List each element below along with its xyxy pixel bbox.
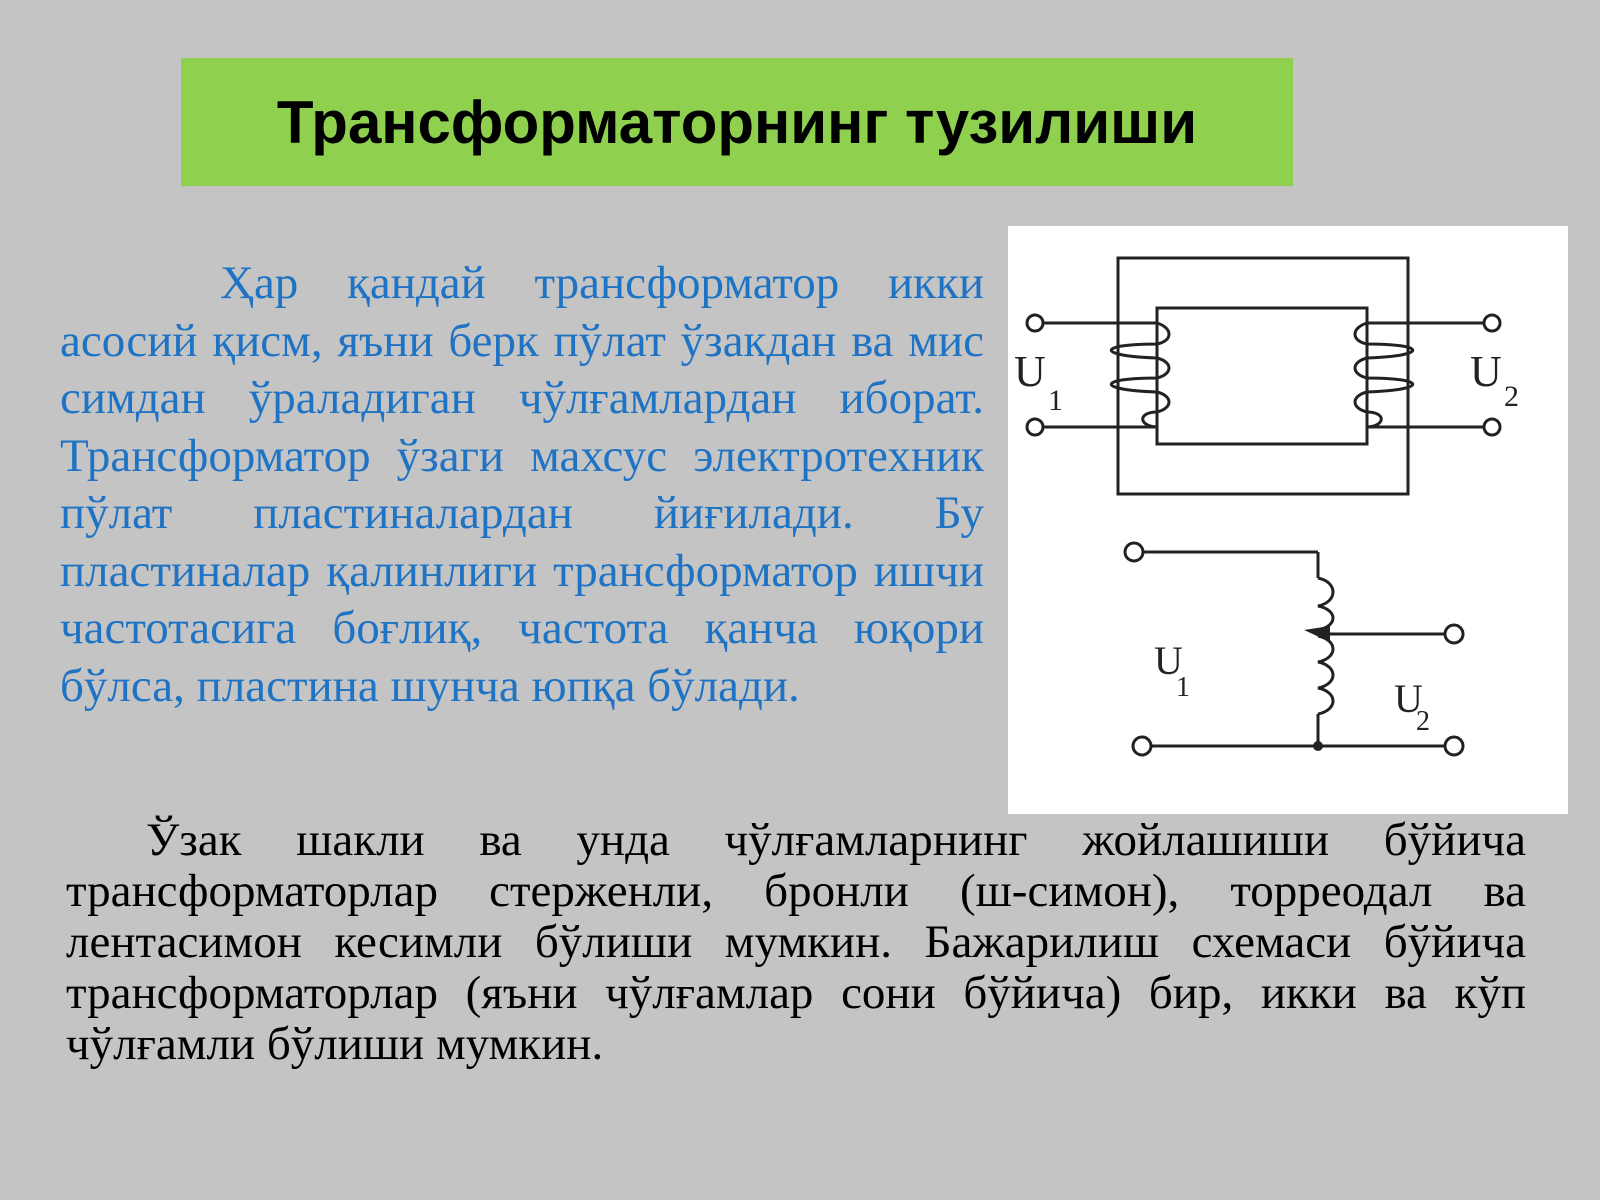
auto-terminal-in-bottom <box>1133 737 1151 755</box>
label-u1-sub: 1 <box>1048 384 1063 417</box>
paragraph-core-description: Ҳар қандай трансформатор икки асосий қисм, яъни берк пўлат ўзакдан ва мис симдан ўраладиган чўлғамлардан иборат. Трансформатор ўзаги махсус электротехник пўлат пластиналардан йиғилади. Бу пластиналар қалинлиги трансформатор ишчи частотасига боғлиқ, частота қанча юқори бўлса, пластина шунча юпқа бўлади. <box>60 257 984 712</box>
slide-title: Трансформаторнинг тузилиши <box>276 88 1198 156</box>
primary-winding <box>1111 323 1169 427</box>
paragraph-types: Ўзак шакли ва унда чўлғамларнинг жойлашиши бўйича трансформаторлар стерженли, бронли (ш-симон), торреодал ва лентасимон кесимли бўлиши мумкин. Бажарилиш схемаси бўйича трансформаторлар (яъни чўлғамлар сони бўйича) бир, икки ва кўп чўлғамли бўлиши мумкин. <box>66 814 1526 1070</box>
label-u2-letter: U <box>1470 347 1502 396</box>
core-inner <box>1157 308 1367 444</box>
auto-tap-arrow <box>1304 626 1330 642</box>
auto-label-u1-sub: 1 <box>1176 672 1190 703</box>
auto-coil-upper <box>1318 578 1333 630</box>
auto-junction-dot <box>1313 741 1323 751</box>
label-u2-sub: 2 <box>1504 380 1519 413</box>
auto-label-u2-sub: 2 <box>1416 706 1430 737</box>
auto-terminal-in-top <box>1125 543 1143 561</box>
terminal-primary-bottom <box>1027 419 1043 435</box>
transformer-diagram-svg <box>1008 226 1568 814</box>
label-u1-letter: U <box>1014 347 1046 396</box>
auto-label-u1-letter: U <box>1154 638 1183 683</box>
terminal-secondary-top <box>1484 315 1500 331</box>
auto-coil-lower <box>1318 636 1333 714</box>
secondary-winding <box>1355 323 1413 427</box>
auto-terminal-out-bottom <box>1445 737 1463 755</box>
auto-label-u2-letter: U <box>1394 676 1423 721</box>
auto-terminal-out-top <box>1445 625 1463 643</box>
transformer-diagram <box>1008 226 1568 814</box>
title-banner <box>181 58 1293 186</box>
terminal-secondary-bottom <box>1484 419 1500 435</box>
transformer-schematic <box>1027 258 1500 494</box>
terminal-primary-top <box>1027 315 1043 331</box>
